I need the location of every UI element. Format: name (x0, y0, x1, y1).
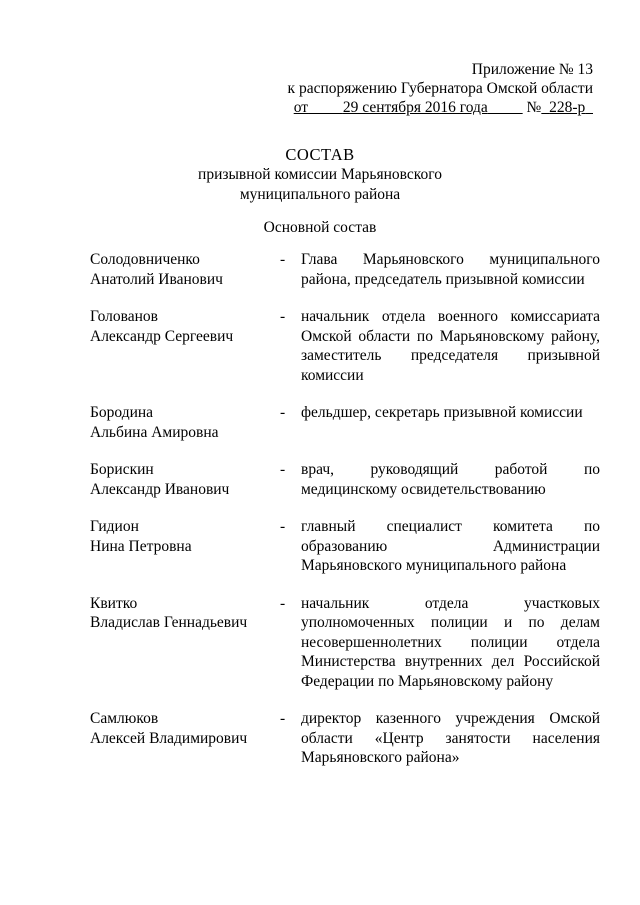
member-surname: Голованов (90, 308, 158, 325)
title-line-3: муниципального района (239, 186, 401, 203)
member-name (90, 594, 280, 633)
member-given-name: Александр Сергеевич (90, 327, 234, 345)
member-name (90, 307, 280, 346)
member-position: Глава Марьяновского муниципального района, председатель призывной комиссии (301, 251, 600, 288)
member-position: фельдшер, секретарь призывной комиссии (301, 404, 583, 421)
appendix-number: Приложение № 13 (471, 61, 593, 78)
appendix-date-line (288, 98, 593, 117)
members-list (90, 250, 600, 768)
member-dash: - (280, 461, 286, 478)
member-dash: - (280, 594, 286, 612)
member-position: главный специалист комитета по образованию Администрации Марьяновского муниципального района (301, 518, 600, 574)
member-dash: - (280, 404, 286, 421)
member-surname: Солодовниченко (90, 251, 200, 268)
member-given-name: Александр Иванович (90, 480, 230, 498)
member-position: врач, руководящий работой по медицинскому освидетельствованию (301, 461, 600, 498)
member-name (90, 403, 280, 442)
member-name (90, 517, 280, 556)
member-row (90, 594, 600, 692)
member-dash: - (280, 518, 286, 535)
document-date: 29 сентября 2016 года (342, 99, 488, 116)
member-given-name: Нина Петровна (90, 537, 192, 555)
document-number: 228-р (549, 99, 586, 116)
member-surname: Бородина (90, 404, 154, 421)
member-position: начальник отдела военного комиссариата Омской области по Марьяновскому району, заместитель председателя призывной комиссии (301, 308, 600, 384)
member-row (90, 709, 600, 768)
member-surname: Гидион (90, 518, 139, 535)
member-name (90, 460, 280, 499)
member-row (90, 307, 600, 385)
document-title (0, 145, 640, 205)
title-line-2: призывной комиссии Марьяновского (198, 166, 442, 183)
member-position: начальник отдела участковых уполномоченных полиции и по делам несовершеннолетних полиции отдела Министерства внутренних дел Российской Федерации по Марьяновскому району (301, 594, 600, 690)
section-subtitle: Основной состав (263, 219, 377, 236)
member-name (90, 709, 280, 748)
member-row (90, 517, 600, 576)
member-row (90, 403, 600, 442)
number-label: № (526, 99, 542, 116)
member-surname: Борискин (90, 461, 154, 478)
member-position: директор казенного учреждения Омской области «Центр занятости населения Марьяновского района» (301, 710, 600, 766)
member-given-name: Алексей Владимирович (90, 729, 248, 747)
date-prefix: от 29 сентября 2016 года (293, 99, 488, 116)
member-surname: Квитко (90, 594, 138, 612)
title-heading: СОСТАВ (285, 145, 355, 164)
member-dash: - (280, 710, 286, 727)
appendix-header (288, 60, 593, 117)
member-dash: - (280, 308, 286, 325)
member-given-name: Альбина Амировна (90, 423, 219, 441)
member-name (90, 250, 280, 289)
member-surname: Самлюков (90, 710, 159, 727)
member-given-name: Анатолий Иванович (90, 270, 223, 288)
appendix-reference: к распоряжению Губернатора Омской области (287, 80, 593, 97)
member-given-name: Владислав Геннадьевич (90, 614, 248, 631)
member-dash: - (280, 251, 286, 268)
member-row (90, 250, 600, 289)
member-row (90, 460, 600, 499)
